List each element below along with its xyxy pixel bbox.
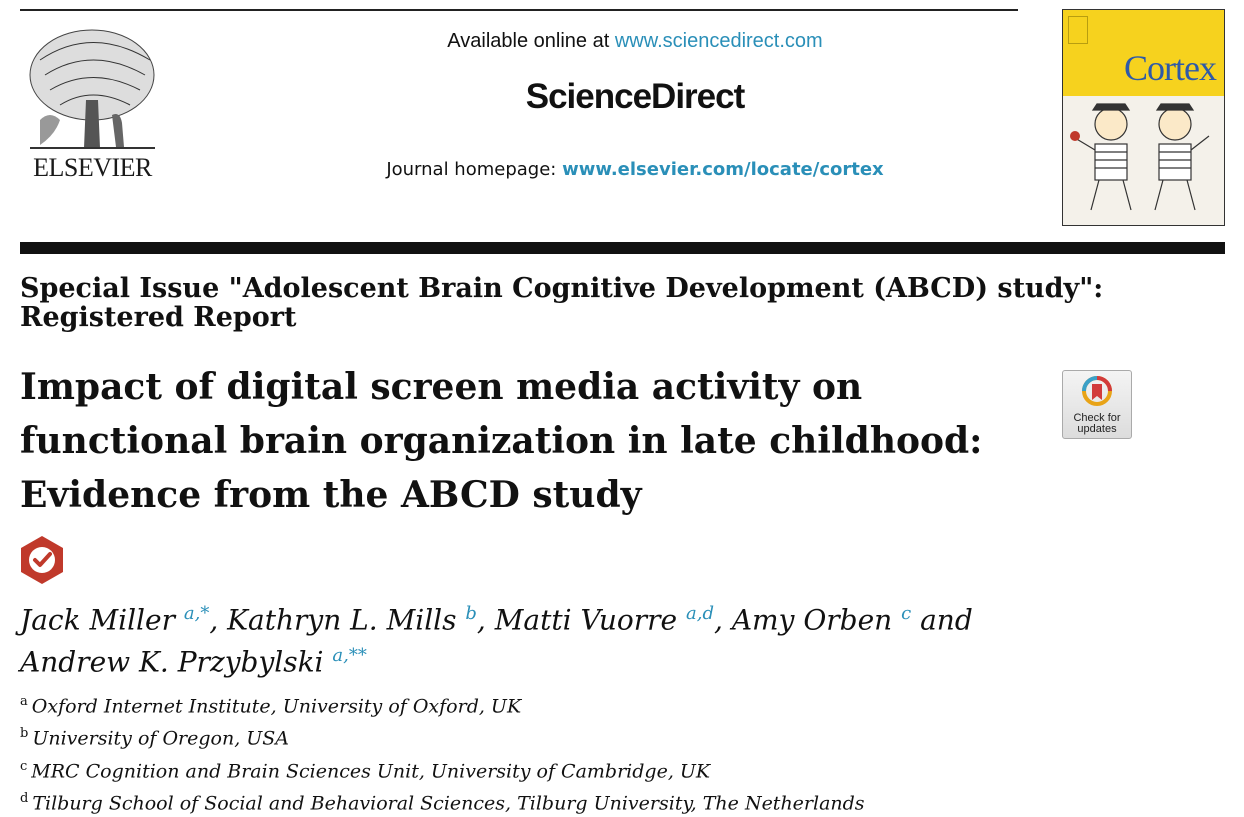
author-name[interactable]: Amy Orben bbox=[731, 603, 893, 637]
article-title-line: functional brain organization in late childhood: bbox=[20, 420, 983, 462]
cover-illustration-icon bbox=[1063, 96, 1224, 225]
checkmark-shield-icon bbox=[19, 535, 65, 585]
author-affil-sup[interactable]: a,d bbox=[686, 603, 715, 624]
affiliation-list bbox=[20, 688, 1020, 817]
article-title-line: Impact of digital screen media activity on bbox=[20, 366, 863, 408]
affiliation-text: University of Oregon, USA bbox=[32, 727, 290, 750]
author-name[interactable]: Matti Vuorre bbox=[494, 603, 678, 637]
affiliation-key: a bbox=[20, 694, 28, 709]
author-affil-sup[interactable]: b bbox=[465, 603, 477, 624]
author-separator: and bbox=[911, 603, 973, 637]
check-updates-line: updates bbox=[1077, 423, 1117, 435]
header-thick-rule bbox=[20, 242, 1225, 254]
author-name[interactable]: Jack Miller bbox=[20, 603, 175, 637]
author-list bbox=[20, 596, 1020, 681]
author-separator: , bbox=[714, 603, 732, 637]
crossmark-icon bbox=[1081, 375, 1113, 411]
author-separator: , bbox=[209, 603, 228, 637]
affiliation-key: c bbox=[20, 758, 28, 774]
journal-cover[interactable] bbox=[1062, 9, 1225, 226]
author-name[interactable]: Kathryn L. Mills bbox=[227, 603, 457, 637]
special-issue-heading: Special Issue "Adolescent Brain Cognitive Development (ABCD) study": Registered Report bbox=[20, 273, 1104, 333]
journal-homepage-link[interactable]: www.elsevier.com/locate/cortex bbox=[562, 159, 884, 180]
affiliation-item bbox=[20, 720, 1020, 752]
affiliation-key: b bbox=[20, 726, 29, 742]
author-affil-sup[interactable]: a,** bbox=[332, 645, 367, 667]
publisher-name: ELSEVIER bbox=[33, 153, 152, 182]
author-affil-sup[interactable]: c bbox=[901, 603, 912, 624]
affiliation-item bbox=[20, 753, 1020, 785]
cover-mini-logo-icon bbox=[1068, 16, 1088, 44]
affiliation-text: Tilburg School of Social and Behavioral Sciences, Tilburg University, The Netherlands bbox=[32, 792, 865, 815]
cover-journal-title: Cortex bbox=[1124, 48, 1216, 88]
author-affil-sup[interactable]: a,* bbox=[183, 603, 210, 624]
affiliation-text: MRC Cognition and Brain Sciences Unit, University of Cambridge, UK bbox=[31, 759, 711, 782]
sciencedirect-link[interactable]: www.sciencedirect.com bbox=[614, 30, 823, 52]
affiliation-item bbox=[20, 785, 1020, 817]
article-title-line: Evidence from the ABCD study bbox=[20, 474, 642, 516]
available-online-line bbox=[200, 30, 1070, 53]
sciencedirect-logo: ScienceDirect bbox=[525, 77, 745, 116]
author-name[interactable]: Andrew K. Przybylski bbox=[20, 645, 324, 679]
header-top-rule bbox=[20, 9, 1018, 11]
affiliation-text: Oxford Internet Institute, University of Oxford, UK bbox=[31, 695, 522, 718]
affiliation-item bbox=[20, 688, 1020, 720]
affiliation-key: d bbox=[20, 790, 29, 806]
homepage-prefix: Journal homepage: bbox=[386, 159, 557, 180]
check-updates-line: Check for bbox=[1073, 412, 1121, 424]
author-separator: , bbox=[476, 603, 495, 637]
available-prefix: Available online at bbox=[447, 30, 610, 52]
journal-homepage-line bbox=[200, 159, 1070, 180]
article-title bbox=[20, 360, 1030, 522]
check-for-updates-label bbox=[1063, 413, 1131, 435]
check-for-updates-button[interactable] bbox=[1062, 370, 1132, 439]
